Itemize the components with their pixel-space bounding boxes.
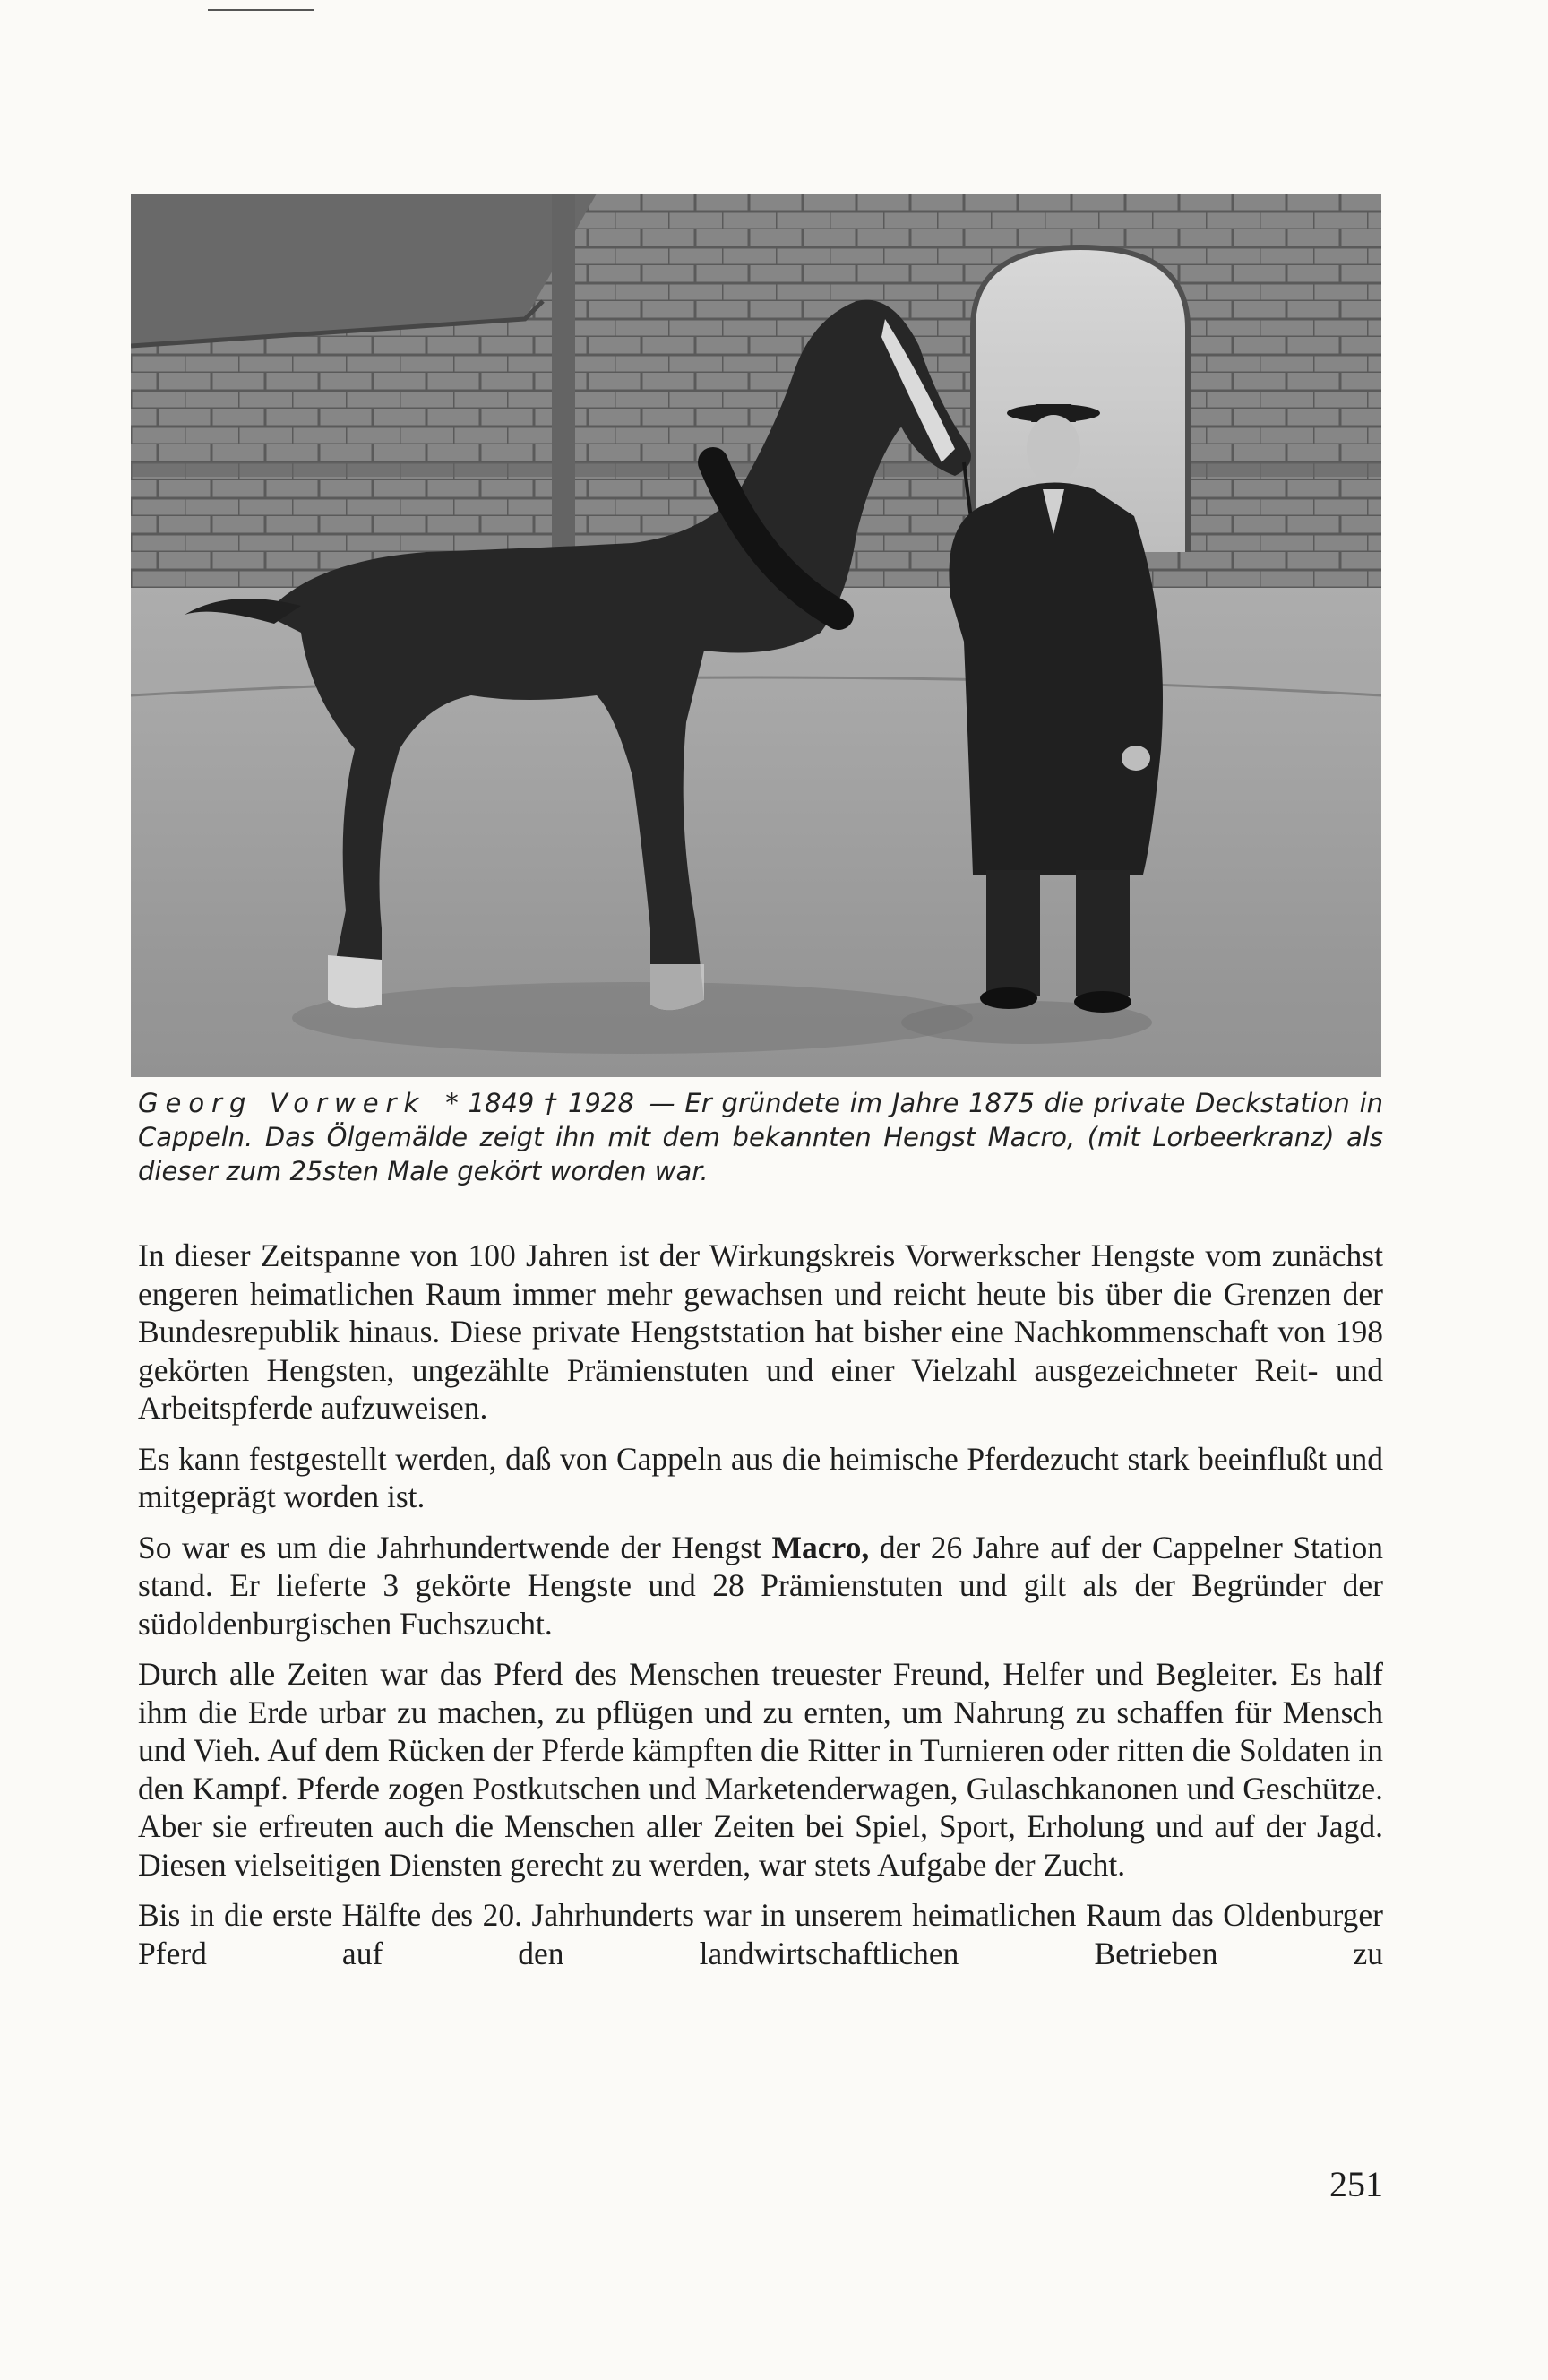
body-text <box>138 1237 1383 1985</box>
page-number: 251 <box>1329 2164 1383 2204</box>
paragraph-3 <box>138 1529 1383 1643</box>
paragraph-3-end: der 26 Jahre auf der Cappelner Station stand. Er lieferte 3 gekörte Hengste und 28 Prämienstuten und gilt als der Begründer der südoldenburgischen Fuchszucht. <box>138 1529 1384 1642</box>
stallion-name-macro: Macro, <box>771 1529 870 1565</box>
paragraph-4: Durch alle Zeiten war das Pferd des Menschen treuester Freund, Helfer und Begleiter. Es half ihm die Erde urbar zu machen, zu pflügen und zu ernten, um Nahrung zu schaffen für Mensch und Vieh. Auf dem Rücken der Pferde kämpften die Ritter in Turnieren oder ritten die Soldaten in den Kampf. Pferde zogen Postkutschen und Marketenderwagen, Gulaschkanonen und Geschütze. Aber sie erfreuten auch die Menschen aller Zeiten bei Spiel, Sport, Erholung und auf der Jagd. Diesen vielseitigen Diensten gerecht zu werden, war stets Aufgabe der Zucht. <box>138 1656 1383 1883</box>
paragraph-5: Bis in die erste Hälfte des 20. Jahrhunderts war in unserem heimatlichen Raum das Oldenburger Pferd auf den landwirtschaftlichen Betrieben zu <box>138 1897 1383 1971</box>
caption-name: Georg Vorwerk <box>138 1088 426 1118</box>
photo-caption <box>138 1086 1383 1188</box>
oil-painting-photo <box>131 194 1381 1077</box>
caption-text: — Er gründete im Jahre 1875 die private Deckstation in Cappeln. Das Ölgemälde zeigt ihn mit dem bekannten Hengst Macro, (mit Lorbeerkranz) als dieser zum 25sten Male gekört worden war. <box>138 1088 1384 1186</box>
paragraph-2: Es kann festgestellt werden, daß von Cappeln aus die heimische Pferdezucht stark beeinflußt und mitgeprägt worden ist. <box>138 1440 1383 1514</box>
caption-dates: * 1849 † 1928 <box>445 1088 634 1118</box>
top-rule <box>208 9 314 11</box>
paragraph-1: In dieser Zeitspanne von 100 Jahren ist der Wirkungskreis Vorwerkscher Hengste vom zunächst engeren heimatlichen Raum immer mehr gewachsen und reicht heute bis über die Grenzen der Bundesrepublik hinaus. Diese private Hengststation hat bisher eine Nachkommenschaft von 198 gekörten Hengsten, ungezählte Prämienstuten und einer Vielzahl ausgezeichneter Reit- und Arbeitspferde aufzuweisen. <box>138 1237 1383 1426</box>
paragraph-3-start: So war es um die Jahrhundertwende der Hengst <box>138 1529 772 1565</box>
